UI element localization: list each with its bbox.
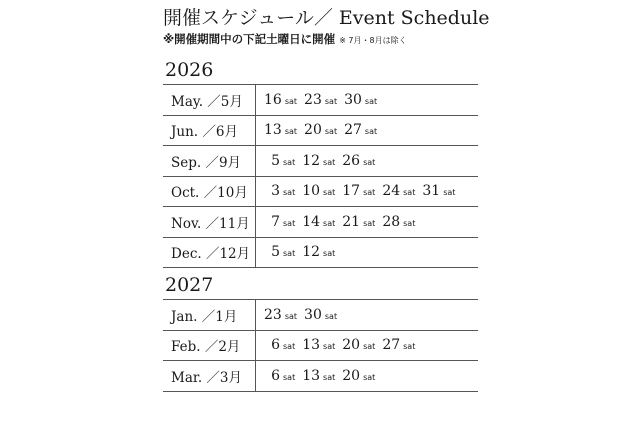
schedule-row (163, 115, 478, 146)
date-weekday: sat (283, 188, 296, 198)
date-weekday: sat (284, 127, 298, 137)
event-date (264, 337, 295, 353)
month-label: Oct. ／10月 (163, 176, 256, 207)
month-label: Jun. ／6月 (163, 115, 256, 146)
date-weekday: sat (403, 188, 416, 198)
date-weekday: sat (364, 96, 378, 106)
event-date (302, 214, 335, 230)
date-weekday: sat (403, 218, 416, 228)
date-weekday: sat (283, 372, 296, 382)
schedule-row (163, 237, 478, 268)
event-date (264, 153, 295, 169)
event-date (422, 183, 455, 199)
date-weekday: sat (283, 342, 296, 352)
event-schedule (163, 6, 490, 392)
date-weekday: sat (324, 96, 338, 106)
date-day: 13 (302, 367, 321, 384)
date-weekday: sat (363, 188, 376, 198)
date-weekday: sat (323, 218, 336, 228)
event-date (264, 307, 297, 323)
schedule-row (163, 361, 478, 392)
date-day: 20 (304, 122, 322, 139)
event-date (264, 183, 295, 199)
date-weekday: sat (323, 157, 336, 167)
event-dates (256, 176, 479, 207)
month-label: Feb. ／2月 (163, 330, 256, 361)
date-weekday: sat (323, 372, 336, 382)
event-date (302, 183, 335, 199)
date-day: 20 (342, 337, 361, 354)
date-day: 7 (271, 213, 280, 230)
event-date (264, 244, 295, 260)
date-day: 20 (342, 367, 361, 384)
date-weekday: sat (364, 127, 378, 137)
year-heading: 2027 (165, 274, 214, 296)
schedule-table (163, 299, 478, 392)
schedule-table (163, 84, 478, 268)
event-date (264, 122, 297, 138)
event-date (342, 153, 375, 169)
month-label: May. ／5月 (163, 85, 256, 116)
month-label: Jan. ／1月 (163, 300, 256, 331)
date-day: 13 (264, 122, 282, 139)
date-day: 17 (342, 183, 361, 200)
date-day: 10 (302, 183, 321, 200)
date-weekday: sat (283, 249, 296, 259)
date-day: 24 (382, 183, 401, 200)
date-weekday: sat (324, 311, 338, 321)
date-weekday: sat (284, 311, 298, 321)
event-dates (256, 330, 479, 361)
date-weekday: sat (283, 218, 296, 228)
event-date (264, 368, 295, 384)
schedule-row (163, 207, 478, 238)
date-day: 6 (271, 337, 280, 354)
schedule-row (163, 85, 478, 116)
date-weekday: sat (403, 342, 416, 352)
event-date (302, 244, 335, 260)
event-date (304, 307, 337, 323)
event-dates (256, 146, 479, 177)
date-day: 28 (382, 213, 401, 230)
month-label: Dec. ／12月 (163, 237, 256, 268)
event-date (304, 122, 337, 138)
date-day: 23 (264, 306, 282, 323)
event-date (382, 214, 415, 230)
page-title: 開催スケジュール／ Event Schedule (163, 7, 490, 29)
date-weekday: sat (363, 218, 376, 228)
date-weekday: sat (283, 157, 296, 167)
date-weekday: sat (324, 127, 338, 137)
date-weekday: sat (323, 249, 336, 259)
date-day: 26 (342, 152, 361, 169)
date-day: 14 (302, 213, 321, 230)
event-date (344, 122, 377, 138)
date-day: 5 (271, 152, 280, 169)
exclusion-note: ※ 7月・8月は除く (339, 36, 407, 45)
event-date (342, 214, 375, 230)
month-label: Nov. ／11月 (163, 207, 256, 238)
event-date (382, 183, 415, 199)
event-dates (256, 237, 479, 268)
date-day: 30 (304, 306, 322, 323)
date-weekday: sat (284, 96, 298, 106)
schedule-row (163, 176, 478, 207)
date-weekday: sat (363, 157, 376, 167)
month-label: Sep. ／9月 (163, 146, 256, 177)
schedule-row (163, 330, 478, 361)
date-day: 6 (271, 367, 280, 384)
event-date (342, 183, 375, 199)
event-dates (256, 361, 479, 392)
schedule-subtitle (163, 31, 478, 49)
year-heading: 2026 (165, 59, 214, 81)
month-label: Mar. ／3月 (163, 361, 256, 392)
schedule-sections (163, 59, 478, 392)
date-weekday: sat (443, 188, 456, 198)
subtitle-text: ※開催期間中の下記土曜日に開催 (163, 32, 336, 46)
event-date (342, 368, 375, 384)
event-date (264, 214, 295, 230)
schedule-row (163, 146, 478, 177)
date-day: 13 (302, 337, 321, 354)
event-date (382, 337, 415, 353)
event-date (342, 337, 375, 353)
date-day: 3 (271, 183, 280, 200)
event-dates (256, 85, 479, 116)
event-dates (256, 115, 479, 146)
date-weekday: sat (363, 342, 376, 352)
date-day: 27 (344, 122, 362, 139)
date-weekday: sat (323, 188, 336, 198)
date-weekday: sat (323, 342, 336, 352)
event-date (304, 92, 337, 108)
event-date (302, 153, 335, 169)
date-day: 16 (264, 91, 282, 108)
date-day: 5 (271, 244, 280, 261)
date-day: 21 (342, 213, 361, 230)
event-date (344, 92, 377, 108)
date-day: 27 (382, 337, 401, 354)
date-day: 23 (304, 91, 322, 108)
event-dates (256, 207, 479, 238)
event-date (302, 337, 335, 353)
event-date (264, 92, 297, 108)
event-dates (256, 300, 479, 331)
date-day: 31 (422, 183, 441, 200)
event-date (302, 368, 335, 384)
schedule-row (163, 300, 478, 331)
date-weekday: sat (363, 372, 376, 382)
date-day: 30 (344, 91, 362, 108)
date-day: 12 (302, 244, 321, 261)
date-day: 12 (302, 152, 321, 169)
